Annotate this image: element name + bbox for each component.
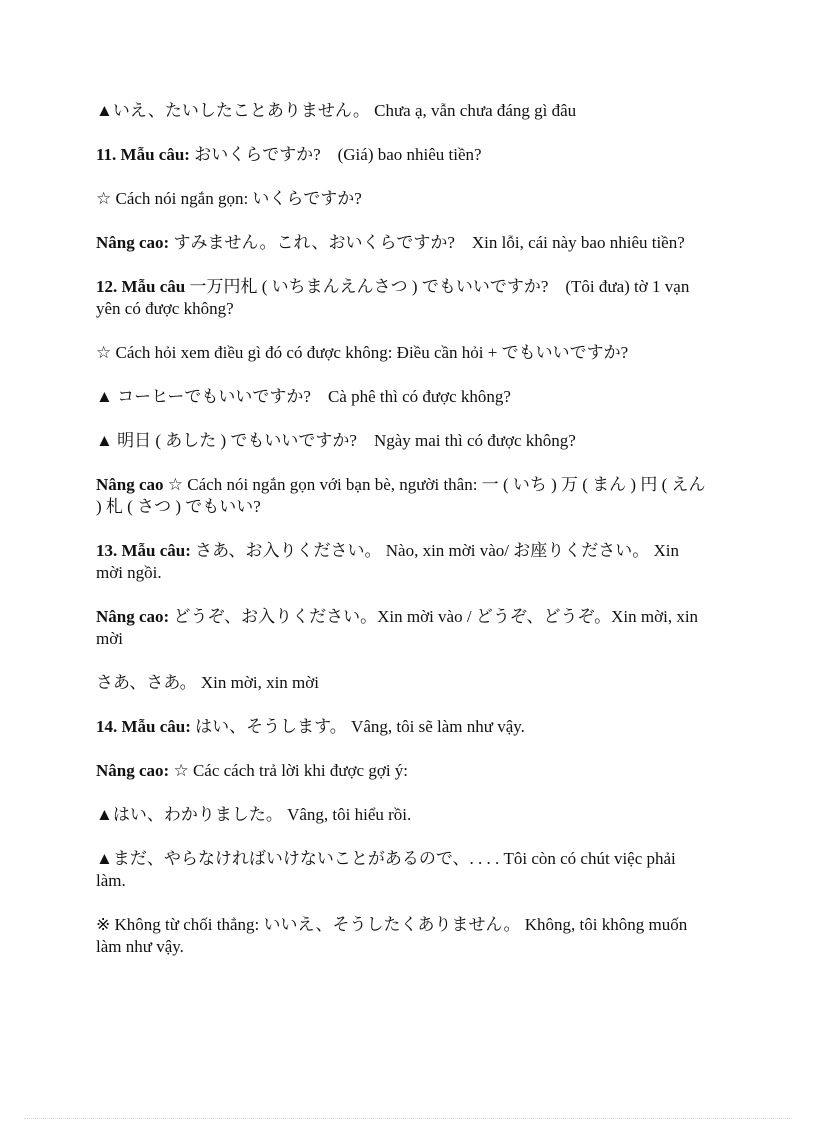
paragraph-text: すみません。これ、おいくらですか? Xin lỗi, cái này bao nhiêu tiền?: [169, 233, 685, 252]
paragraph-text: 一万円札 ( いちまんえんさつ ) でもいいですか? (Tôi đưa) tờ 1 vạn yên có được không?: [96, 277, 690, 318]
paragraph-7: [96, 386, 706, 408]
paragraph-text: はい、そうします。 Vâng, tôi sẽ làm như vậy.: [190, 717, 525, 736]
paragraph-text: ※ Không từ chối thẳng: いいえ、そうしたくありません。 Không, tôi không muốn làm như vậy.: [96, 915, 688, 956]
page-bottom-divider: [24, 1118, 792, 1119]
paragraph-text: ☆ Các cách trả lời khi được gợi ý:: [169, 761, 409, 780]
paragraph-text: おいくらですか? (Giá) bao nhiêu tiền?: [189, 145, 482, 164]
paragraph-15: [96, 804, 706, 826]
paragraph-6: [96, 342, 706, 364]
paragraph-text: ▲まだ、やらなければいけないことがあるので、. . . . Tôi còn có chút việc phải làm.: [96, 849, 676, 890]
document-body: [96, 100, 706, 980]
paragraph-lead: 11. Mẫu câu:: [96, 145, 190, 164]
paragraph-16: [96, 848, 706, 892]
paragraph-10: [96, 540, 706, 584]
paragraph-text: ▲ コーヒーでもいいですか? Cà phê thì có được không?: [96, 387, 511, 406]
paragraph-text: どうぞ、お入りください。Xin mời vào / どうぞ、どうぞ。Xin mời, xin mời: [96, 607, 699, 648]
paragraph-9: [96, 474, 706, 518]
paragraph-lead: 12. Mẫu câu: [96, 277, 186, 296]
paragraph-1: [96, 100, 706, 122]
paragraph-text: さあ、さあ。 Xin mời, xin mời: [96, 673, 319, 692]
paragraph-lead: Nâng cao:: [96, 607, 170, 626]
paragraph-text: ☆ Cách nói ngắn gọn với bạn bè, người thân: 一 ( いち ) 万 ( まん ) 円 ( えん ) 札 ( さつ ) でもいい?: [96, 475, 706, 516]
paragraph-lead: Nâng cao:: [96, 761, 170, 780]
paragraph-5: [96, 276, 706, 320]
paragraph-lead: 14. Mẫu câu:: [96, 717, 191, 736]
paragraph-lead: Nâng cao:: [96, 233, 170, 252]
paragraph-12: [96, 672, 706, 694]
paragraph-lead: Nâng cao: [96, 475, 164, 494]
paragraph-17: [96, 914, 706, 958]
paragraph-4: [96, 232, 706, 254]
paragraph-text: ▲はい、わかりました。 Vâng, tôi hiểu rồi.: [96, 805, 412, 824]
paragraph-text: ▲ 明日 ( あした ) でもいいですか? Ngày mai thì có được không?: [96, 431, 576, 450]
paragraph-2: [96, 144, 706, 166]
paragraph-11: [96, 606, 706, 650]
paragraph-text: ☆ Cách nói ngắn gọn: いくらですか?: [96, 189, 362, 208]
paragraph-8: [96, 430, 706, 452]
paragraph-3: [96, 188, 706, 210]
paragraph-text: ☆ Cách hỏi xem điều gì đó có được không: Điều cần hỏi + でもいいですか?: [96, 343, 629, 362]
paragraph-lead: 13. Mẫu câu:: [96, 541, 191, 560]
paragraph-text: さあ、お入りください。 Nào, xin mời vào/ お座りください。 Xin mời ngồi.: [96, 541, 679, 582]
paragraph-14: [96, 760, 706, 782]
paragraph-text: ▲いえ、たいしたことありません。 Chưa ạ, vẫn chưa đáng gì đâu: [96, 101, 577, 120]
paragraph-13: [96, 716, 706, 738]
